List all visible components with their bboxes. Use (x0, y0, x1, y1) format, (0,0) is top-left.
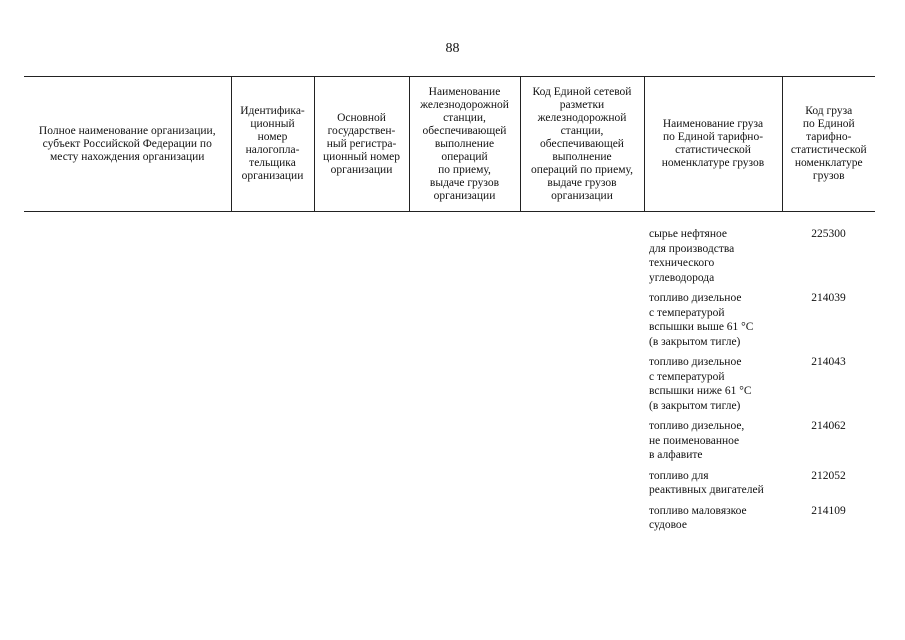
table-header-row (24, 77, 875, 212)
cargo-register-table (24, 76, 875, 539)
header-station-name: Наименование железнодорожной станции, обеспечивающей выполнение операций по приему, выдаче грузов организации (409, 77, 520, 212)
cargo-code-cell: 225300 (811, 228, 846, 240)
table-row (24, 469, 875, 504)
table-row (24, 291, 875, 355)
table-row (24, 212, 875, 292)
cargo-name-cell: топливо для реактивных двигателей (649, 469, 764, 496)
header-registration-number: Основной государствен- ный регистра- ционный номер организации (314, 77, 409, 212)
page-number: 88 (445, 41, 460, 56)
cargo-name-cell: топливо маловязкое судовое (649, 504, 747, 531)
header-cargo-name: Наименование груза по Единой тарифно- статистической номенклатуре грузов (644, 77, 782, 212)
header-organization-name: Полное наименование организации, субъект Российской Федерации по месту нахождения организации (24, 77, 231, 212)
cargo-code-cell: 214109 (811, 504, 846, 517)
header-cargo-code: Код груза по Единой тарифно- статистической номенклатуре грузов (782, 77, 875, 212)
cargo-code-cell: 214043 (811, 356, 846, 368)
cargo-name-cell: топливо дизельное, не поименованное в алфавите (649, 420, 745, 461)
cargo-code-cell: 214062 (811, 420, 846, 432)
table-row (24, 419, 875, 469)
cargo-code-cell: 212052 (811, 469, 846, 482)
cargo-name-cell: топливо дизельное с температурой вспышки ниже 61 °С (в закрытом тигле) (649, 356, 752, 412)
cargo-name-cell: топливо дизельное с температурой вспышки выше 61 °С (в закрытом тигле) (649, 292, 754, 348)
table-row (24, 504, 875, 539)
table-row (24, 355, 875, 419)
cargo-name-cell: сырье нефтяное для производства технического углеводорода (649, 228, 735, 284)
header-taxpayer-id: Идентифика- ционный номер налогопла- тельщика организации (231, 77, 314, 212)
cargo-code-cell: 214039 (811, 292, 846, 304)
header-station-code: Код Единой сетевой разметки железнодорожной станции, обеспечивающей выполнение операций по приему, выдаче грузов организации (520, 77, 644, 212)
